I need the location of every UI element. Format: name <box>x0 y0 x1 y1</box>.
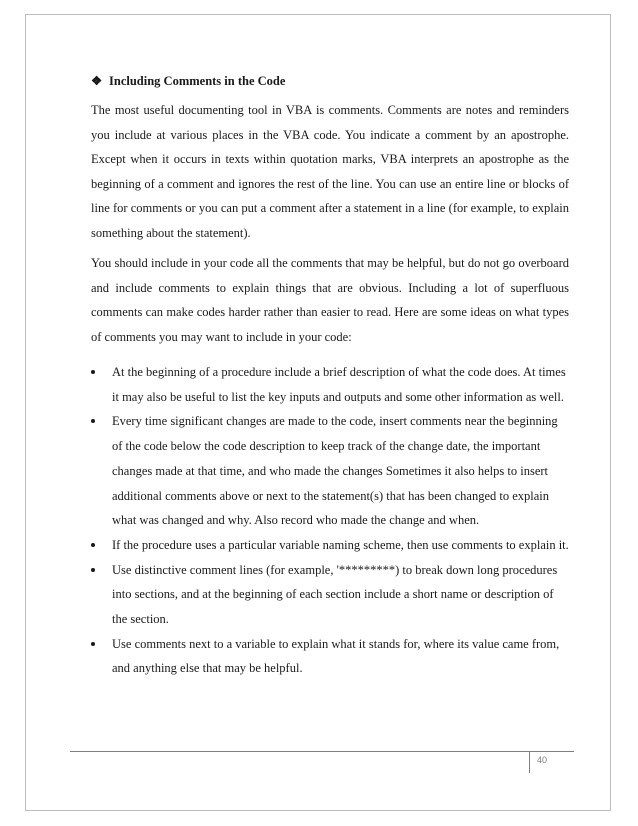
list-item <box>91 533 569 558</box>
diamond-bullet-icon: ❖ <box>91 74 103 88</box>
list-item <box>91 558 569 632</box>
bullet-dot-icon <box>91 370 95 374</box>
list-item-text: Use comments next to a variable to explain what it stands for, where its value came from, and anything else that may be helpful. <box>112 636 560 676</box>
bullet-dot-icon <box>91 419 95 423</box>
comment-ideas-list <box>91 360 569 681</box>
bullet-dot-icon <box>91 543 95 547</box>
bullet-dot-icon <box>91 642 95 646</box>
list-item-text: At the beginning of a procedure include a brief description of what the code does. At times it may also be useful to list the key inputs and outputs and some other information as well. <box>112 365 566 404</box>
page-number: 40 <box>537 755 548 765</box>
list-item-text: Every time significant changes are made to the code, insert comments near the beginning of the code below the code description to keep track of the change date, the important changes made at that time, and who made the changes Sometimes it also helps to insert additional comments above or next to the statement(s) that has been changed to explain what was changed and why. Also record who made the change and when. <box>112 414 558 528</box>
list-item-text: If the procedure uses a particular variable naming scheme, then use comments to explain it. <box>112 537 569 552</box>
list-item <box>91 409 569 533</box>
list-item-text: Use distinctive comment lines (for example, '*********) to break down long procedures into sections, and at the beginning of each section include a short name or description of the section. <box>112 562 558 627</box>
footer-rule <box>70 751 574 752</box>
paragraph-2: You should include in your code all the comments that may be helpful, but do not go overboard and include comments to explain things that are obvious. Including a lot of superfluous comments can make codes harder rather than easier to read. Here are some ideas on what types of comments you may want to include in your code: <box>91 256 569 344</box>
footer-divider <box>529 752 530 773</box>
list-item <box>91 632 569 681</box>
section-heading-text: Including Comments in the Code <box>109 74 286 88</box>
paragraph-1: The most useful documenting tool in VBA is comments. Comments are notes and reminders you include at various places in the VBA code. You indicate a comment by an apostrophe. Except when it occurs in texts within quotation marks, VBA interprets an apostrophe as the beginning of a comment and ignores the rest of the line. You can use an entire line or blocks of line for comments or you can put a comment after a statement in a line (for example, to explain something about the statement). <box>91 103 569 240</box>
list-item <box>91 360 569 409</box>
section-heading <box>91 73 285 89</box>
bullet-dot-icon <box>91 568 95 572</box>
